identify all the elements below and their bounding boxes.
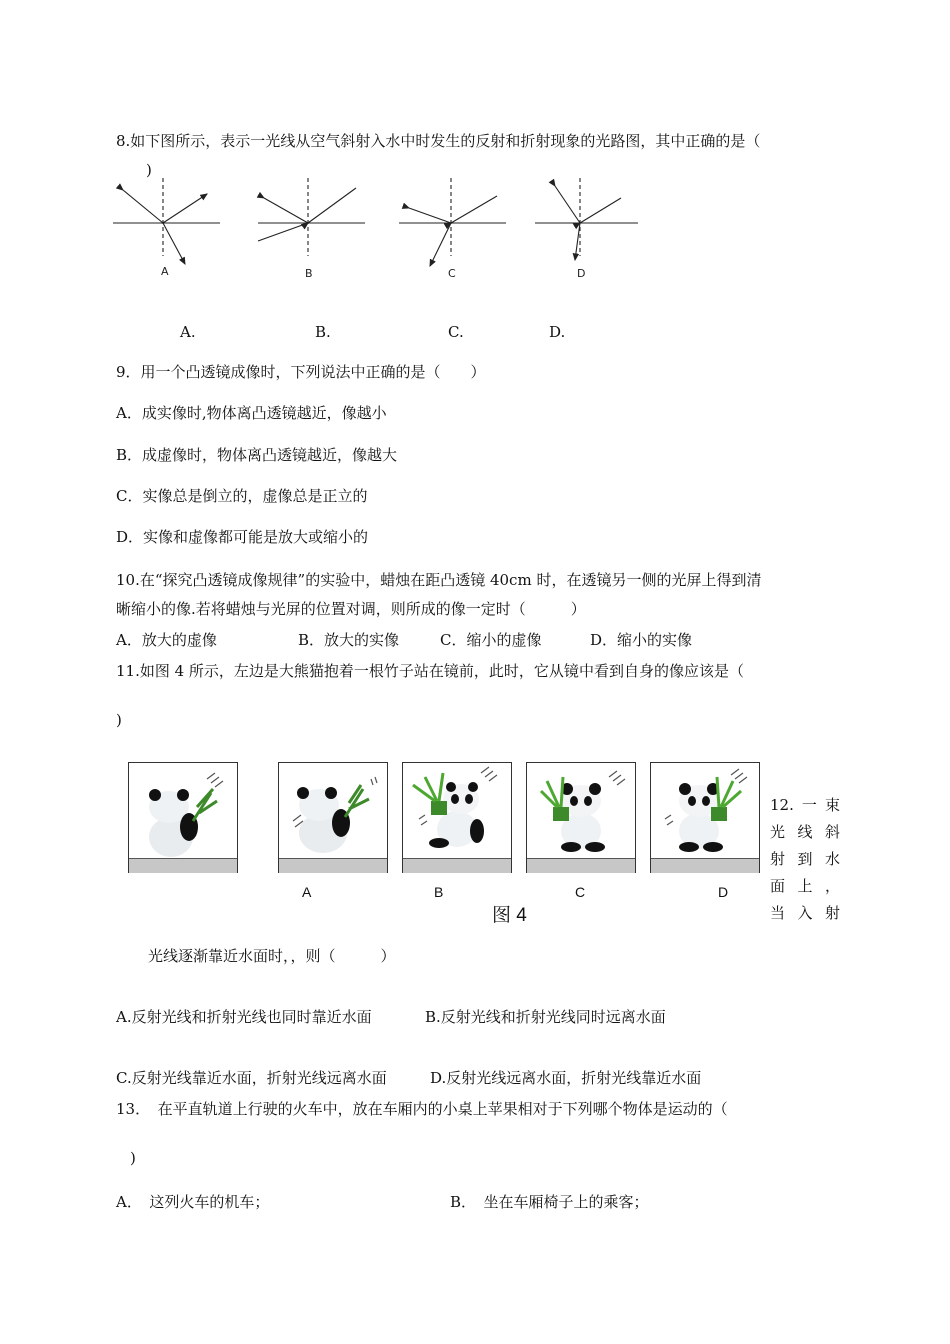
- q13-option-a: A． 这列火车的机车；: [116, 1193, 270, 1211]
- panda-option-a-figure: [278, 762, 388, 873]
- panda-option-c-figure: [526, 762, 636, 873]
- q9-option-a: A．成实像时,物体离凸透镜越近，像越小: [116, 404, 387, 422]
- q10-stem-line1: 10.在“探究凸透镜成像规律”的实验中，蜡烛在距凸透镜 40cm 时，在透镜另一侧的光屏上得到清: [116, 571, 762, 589]
- panda-icon: [651, 763, 759, 859]
- q12-stem-continued: 光线逐渐靠近水面时，，则（ ）: [148, 947, 396, 965]
- panda-icon: [403, 763, 511, 859]
- q12-side-line: 当入射: [770, 904, 840, 922]
- q11-stem: 11.如图 4 所示，左边是大熊猫抱着一根竹子站在镜前，此时，它从镜中看到自身的像应该是（: [116, 662, 744, 680]
- q10-option-c: C．缩小的虚像: [440, 631, 542, 649]
- q9-option-b: B．成虚像时，物体离凸透镜越近，像越大: [116, 446, 398, 464]
- q12-side-line: 面上，: [770, 877, 840, 895]
- figure-label-b: B: [434, 884, 444, 900]
- q12-side-line: 射到水: [770, 850, 840, 868]
- figure-label-d: D: [718, 884, 729, 900]
- q10-option-b: B．放大的实像: [298, 631, 400, 649]
- q12-option-d: D.反射光线远离水面，折射光线靠近水面: [430, 1069, 702, 1087]
- q8-stem: 8.如下图所示，表示一光线从空气斜射入水中时发生的反射和折射现象的光路图，其中正确的是（: [116, 132, 761, 150]
- diagram-d: [535, 178, 638, 260]
- q10-option-a: A．放大的虚像: [116, 631, 217, 649]
- diagram-label-d: D: [577, 267, 586, 280]
- q12-side-line: 12.一束: [770, 796, 840, 814]
- diagram-label-b: B: [305, 267, 313, 280]
- q9-option-c: C．实像总是倒立的，虚像总是正立的: [116, 487, 368, 505]
- panda-icon: [527, 763, 635, 859]
- q12-side-line: 光线斜: [770, 823, 840, 841]
- diagram-label-a: A: [161, 265, 169, 278]
- panda-option-d-figure: [650, 762, 760, 873]
- q9-option-d: D．实像和虚像都可能是放大或缩小的: [116, 528, 369, 546]
- figure-label-c: C: [575, 884, 586, 900]
- q12-option-b: B.反射光线和折射光线同时远离水面: [425, 1008, 666, 1026]
- panda-icon: [279, 763, 387, 859]
- q8-option-c: C.: [448, 323, 464, 341]
- q8-option-d: D.: [549, 323, 566, 341]
- panda-original-figure: [128, 762, 238, 873]
- q13-stem-tail: ): [130, 1149, 136, 1167]
- diagram-c: [399, 178, 506, 266]
- q13-option-b: B． 坐在车厢椅子上的乘客；: [450, 1193, 649, 1211]
- q11-stem-tail: ): [116, 711, 122, 729]
- q12-option-a: A.反射光线和折射光线也同时靠近水面: [116, 1008, 372, 1026]
- q12-side-text: [770, 792, 840, 927]
- q13-stem: 13． 在平直轨道上行驶的火车中，放在车厢内的小桌上苹果相对于下列哪个物体是运动的（: [116, 1100, 728, 1118]
- q10-option-d: D．缩小的实像: [590, 631, 693, 649]
- diagram-b: [258, 178, 365, 256]
- q9-stem: 9．用一个凸透镜成像时，下列说法中正确的是（ ）: [116, 363, 486, 381]
- q8-stem-tail: ): [146, 161, 152, 179]
- q8-option-b: B.: [315, 323, 331, 341]
- diagram-label-c: C: [448, 267, 456, 280]
- q10-stem-line2: 晰缩小的像.若将蜡烛与光屏的位置对调，则所成的像一定时（ ）: [116, 600, 586, 618]
- q12-option-c: C.反射光线靠近水面，折射光线远离水面: [116, 1069, 387, 1087]
- q8-option-a: A.: [180, 323, 196, 341]
- figure-caption: 图 4: [492, 905, 527, 926]
- figure-label-a: A: [302, 884, 312, 900]
- panda-option-b-figure: [402, 762, 512, 873]
- diagram-a: [113, 178, 220, 264]
- panda-icon: [129, 763, 237, 859]
- q8-light-path-diagrams: [105, 178, 645, 288]
